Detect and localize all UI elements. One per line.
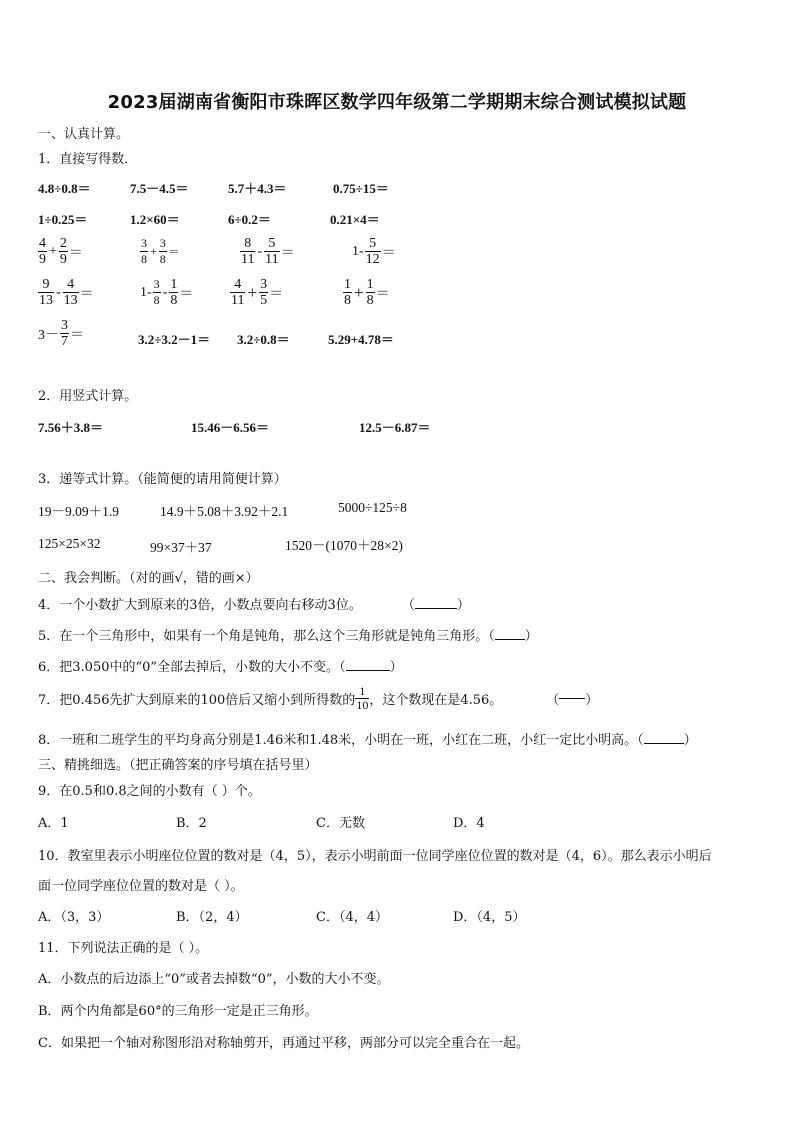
fraction: $\frac{2}{9}$ [59, 236, 67, 267]
step-calc-item: 14.9＋5.08＋3.92＋2.1 [160, 504, 289, 519]
section-3-heading: 三、精挑细选。（把正确答案的序号填在括号里） [38, 758, 318, 773]
calc-item: 0.21×4＝ [330, 212, 380, 227]
fraction-expression: $\frac{4}{9}$ + $\frac{2}{9}$ ＝ [39, 236, 83, 267]
fraction: $\frac{1}{8}$ [170, 277, 178, 308]
fraction-expression: $\frac{9}{13}$ - $\frac{4}{13}$ ＝ [39, 277, 94, 308]
fraction: $\frac{5}{11}$ [265, 236, 279, 267]
fraction: $\frac{3}{5}$ [260, 277, 268, 308]
option-a[interactable]: A．小数点的后边添上“0”或者去掉数“0”，小数的大小不变。 [38, 972, 390, 987]
fraction: $\frac{3}{8}$ [153, 277, 160, 307]
calc-item: 5.29+4.78＝ [328, 332, 394, 347]
option-a[interactable]: A．（3，3） [38, 910, 110, 925]
fraction-expression: 1- $\frac{3}{8}$ - $\frac{1}{8}$ ＝ [140, 277, 194, 308]
question-11-title: 11．下列说法正确的是（ ）。 [38, 941, 209, 956]
step-calc-item: 99×37＋37 [150, 540, 212, 555]
step-calc-item: 19－9.09＋1.9 [38, 504, 119, 519]
calc-item: 4.8÷0.8＝ [38, 181, 91, 196]
option-b[interactable]: B．2 [176, 816, 207, 831]
option-b[interactable]: B．两个内角都是60°的三角形一定是正三角形。 [38, 1004, 318, 1019]
fraction: $\frac{1}{8}$ [366, 277, 374, 308]
calc-item: 7.5－4.5＝ [130, 181, 189, 196]
option-d[interactable]: D．4 [453, 816, 485, 831]
vertical-calc-item: 12.5－6.87＝ [359, 420, 431, 435]
answer-blank[interactable] [495, 639, 525, 640]
fraction: $\frac{5}{12}$ [365, 236, 380, 267]
fraction: $\frac{3}{7}$ [61, 318, 68, 349]
question-1-title: 1．直接写得数． [38, 152, 138, 167]
fraction: $\frac{3}{8}$ [141, 236, 147, 266]
question-2-title: 2．用竖式计算。 [38, 389, 138, 404]
option-d[interactable]: D．（4，5） [453, 910, 526, 925]
question-7: 7．把0.456先扩大到原来的100倍后又缩小到所得数的 $\frac{1}{10}$ ，这个数现在是4.56。 （ ） [38, 684, 599, 712]
fraction: $\frac{1}{10}$ [356, 684, 369, 712]
calc-item: 0.75÷15＝ [333, 181, 389, 196]
fraction: $\frac{1}{8}$ [344, 277, 351, 308]
answer-blank[interactable] [644, 743, 684, 744]
fraction: $\frac{9}{13}$ [39, 277, 53, 308]
fraction-expression: $\frac{1}{8}$ + $\frac{1}{8}$ ＝ [344, 277, 390, 308]
fraction-expression: 3－ $\frac{3}{7}$ ＝ [38, 318, 84, 349]
answer-blank[interactable] [346, 670, 390, 671]
section-1-heading: 一、认真计算。 [38, 127, 130, 142]
page-title: 2023届湖南省衡阳市珠晖区数学四年级第二学期期末综合测试模拟试题 [107, 92, 687, 113]
question-10-line-2: 面一位同学座位位置的数对是（ ）。 [38, 879, 244, 894]
option-a[interactable]: A．1 [38, 816, 69, 831]
question-9: 9．在0.5和0.8之间的小数有（ ）个。 [38, 784, 261, 799]
question-5: 5．在一个三角形中，如果有一个角是钝角，那么这个三角形就是钝角三角形。（ ） [38, 629, 538, 644]
fraction-expression: $\frac{4}{11}$ + $\frac{3}{5}$ ＝ [231, 277, 284, 308]
answer-blank[interactable] [415, 608, 457, 609]
calc-item: 1÷0.25＝ [38, 212, 88, 227]
step-calc-item: 1520－(1070＋28×2) [285, 538, 403, 553]
option-b[interactable]: B．（2，4） [176, 910, 248, 925]
vertical-calc-item: 15.46－6.56＝ [191, 420, 270, 435]
fraction-expression: $\frac{8}{11}$ - $\frac{5}{11}$ ＝ [241, 236, 295, 267]
answer-blank[interactable] [559, 698, 585, 699]
option-c[interactable]: C．如果把一个轴对称图形沿对称轴剪开，再通过平移，两部分可以完全重合在一起。 [38, 1036, 529, 1051]
calc-item: 3.2÷3.2－1＝ [138, 332, 211, 347]
fraction: $\frac{3}{8}$ [159, 236, 166, 266]
fraction: $\frac{4}{9}$ [39, 236, 46, 267]
vertical-calc-item: 7.56＋3.8＝ [38, 420, 104, 435]
question-10-line-1: 10．教室里表示小明座位位置的数对是（4，5），表示小明前面一位同学座位位置的数对是（4，6）。那么表示小明后 [38, 849, 712, 864]
section-2-heading: 二、我会判断。（对的画√，错的画×） [38, 571, 259, 586]
question-4: 4．一个小数扩大到原来的3倍，小数点要向右移动3位。 （ ） [38, 598, 470, 613]
question-6: 6．把3.050中的“0”全部去掉后，小数的大小不变。（ ） [38, 660, 403, 675]
option-c[interactable]: C．（4，4） [316, 910, 388, 925]
calc-item: 5.7＋4.3＝ [228, 181, 287, 196]
calc-item: 6÷0.2＝ [228, 212, 271, 227]
step-calc-item: 125×25×32 [38, 536, 101, 551]
calc-item: 3.2÷0.8＝ [237, 332, 290, 347]
question-8: 8．一班和二班学生的平均身高分别是1.46米和1.48米，小明在一班，小红在二班，小红一定比小明高。（ ） [38, 733, 697, 748]
step-calc-item: 5000÷125÷8 [338, 500, 407, 515]
fraction: $\frac{4}{13}$ [63, 277, 78, 308]
fraction: $\frac{4}{11}$ [231, 277, 245, 308]
option-c[interactable]: C．无数 [316, 816, 365, 831]
calc-item: 1.2×60＝ [130, 212, 180, 227]
fraction: $\frac{8}{11}$ [241, 236, 255, 267]
question-3-title: 3．递等式计算。（能简便的请用简便计算） [38, 472, 287, 487]
fraction-expression: $\frac{3}{8}$ + $\frac{3}{8}$ ＝ [141, 236, 180, 266]
fraction-expression: 1- $\frac{5}{12}$ ＝ [352, 236, 396, 267]
